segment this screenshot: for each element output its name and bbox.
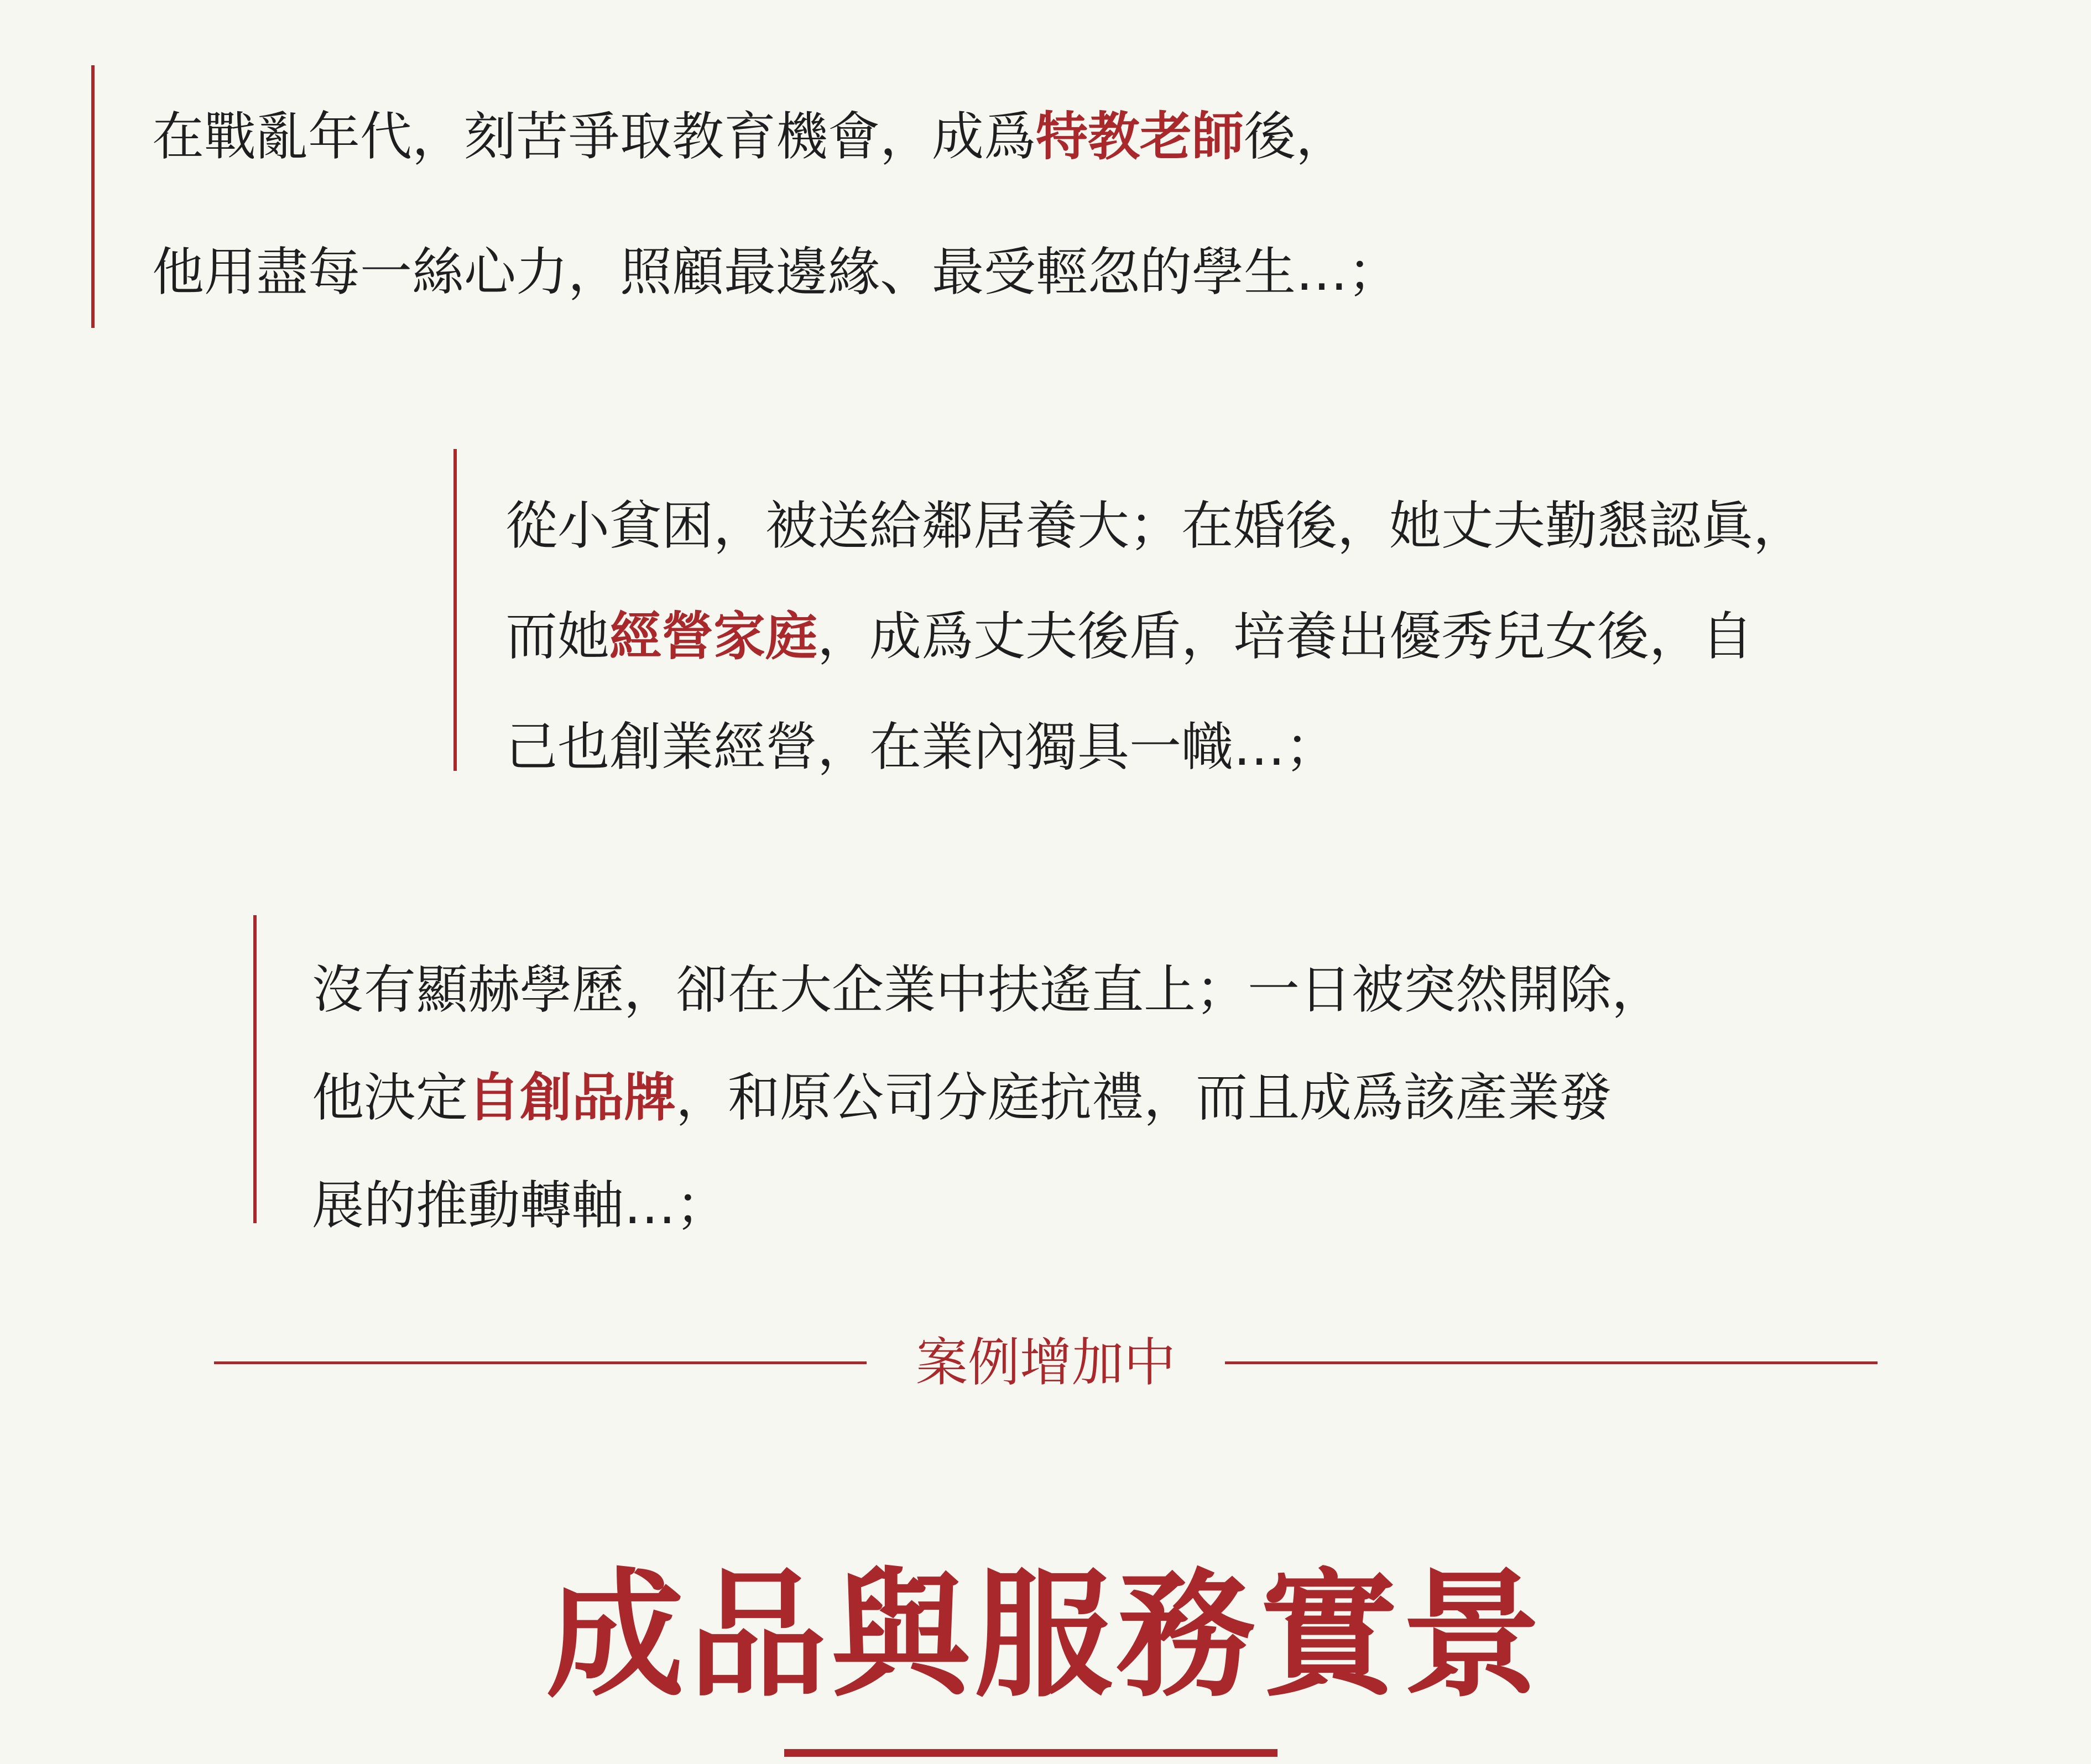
- story-card-own-brand: [253, 915, 1664, 1236]
- story-text: ，成爲丈夫後盾，培養出優秀兒女後，自: [817, 607, 1754, 667]
- divider-line-right: [1225, 1361, 1878, 1364]
- story-text: 他決定: [312, 1068, 468, 1128]
- story-line: [152, 108, 1400, 166]
- story-card-special-ed-teacher: [91, 65, 1400, 328]
- more-cases-label: 案例增加中: [915, 1333, 1176, 1393]
- story-highlight: 自創品牌: [468, 1068, 676, 1128]
- title-underline: [784, 1749, 1277, 1757]
- story-line: [312, 1044, 1664, 1152]
- story-line: 他用盡每一絲心力，照顧最邊緣、最受輕忽的學生…；: [152, 242, 1400, 302]
- story-text: 後，: [1244, 107, 1348, 167]
- story-text: 在戰亂年代，刻苦爭取教育機會，成爲: [152, 107, 1036, 167]
- story-line: 沒有顯赫學歷，卻在大企業中扶遙直上；一日被突然開除，: [312, 960, 1664, 1020]
- story-highlight: 特教老師: [1036, 107, 1244, 167]
- story-line: [505, 582, 1805, 692]
- story-text: ，和原公司分庭抗禮，而且成爲該產業發: [676, 1068, 1612, 1128]
- story-text: 而她: [505, 607, 610, 667]
- story-card-family-business: [453, 449, 1806, 777]
- story-line: 從小貧困，被送給鄰居養大；在婚後，她丈夫勤懇認眞，: [505, 496, 1806, 556]
- story-line: 展的推動轉軸…；: [312, 1176, 728, 1236]
- section-title: 成品與服務實景: [546, 1555, 1545, 1716]
- story-highlight: 經營家庭: [609, 607, 818, 667]
- story-line: 己也創業經營，在業內獨具一幟…；: [505, 717, 1338, 777]
- divider-line-left: [214, 1361, 867, 1364]
